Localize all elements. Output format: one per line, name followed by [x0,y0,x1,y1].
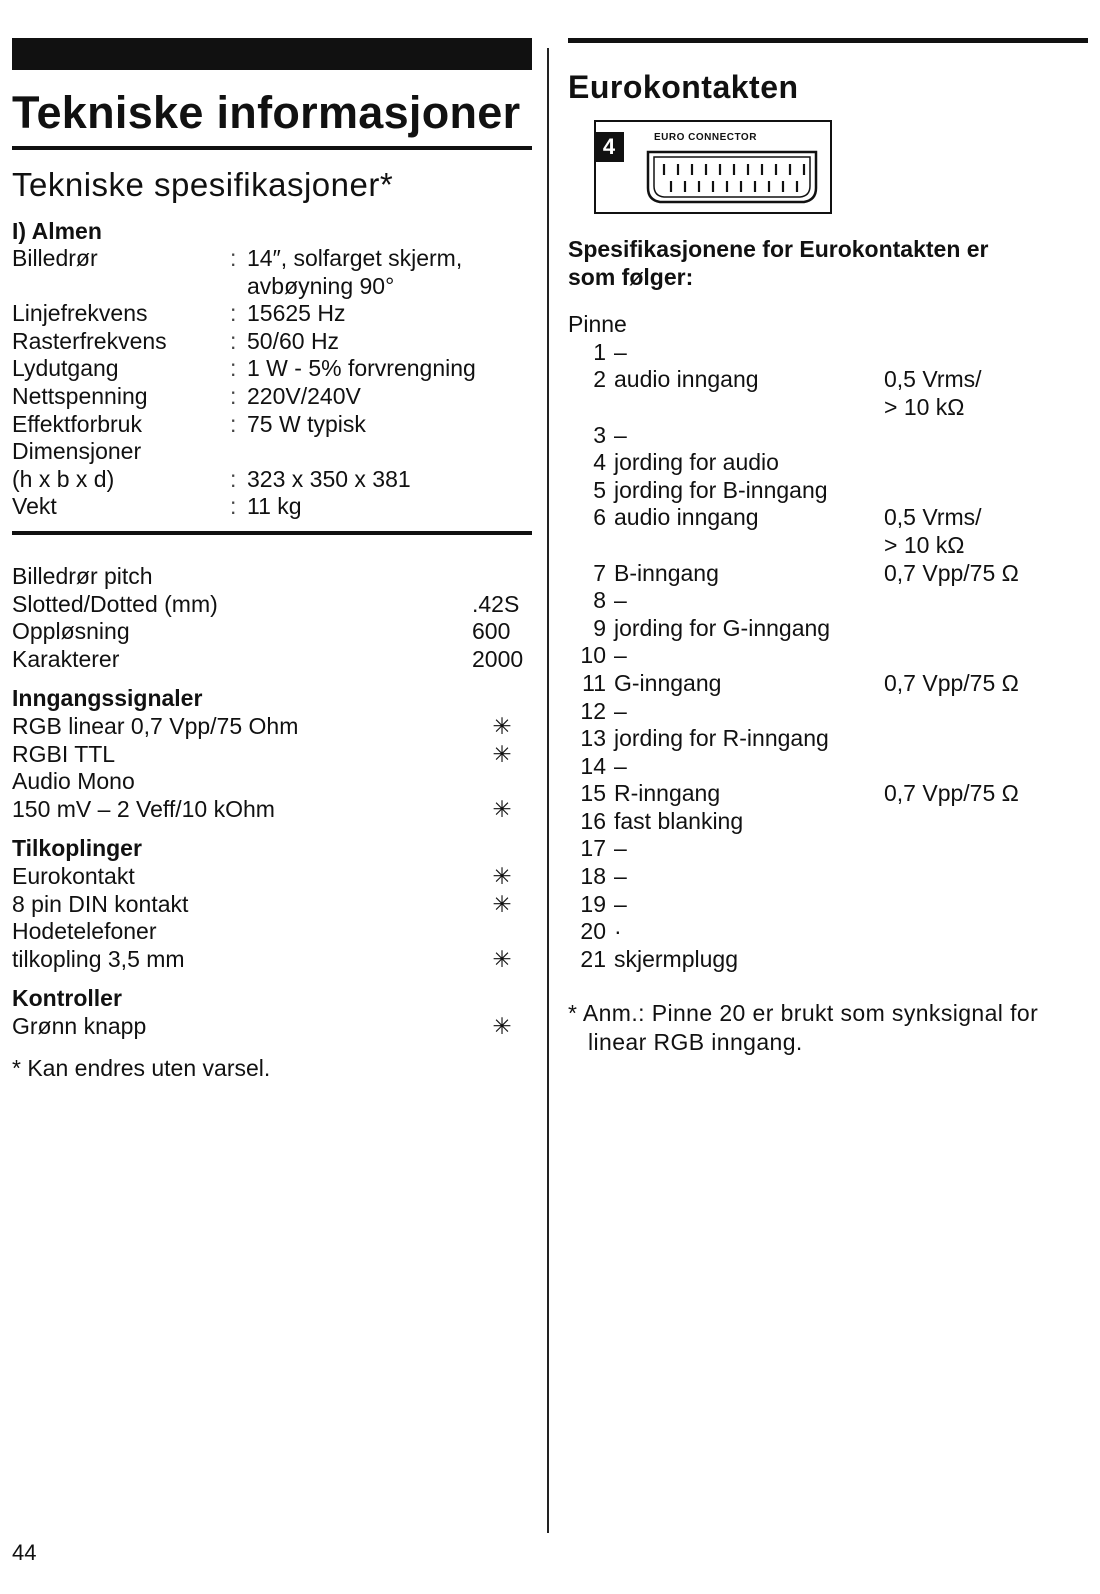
pitch-label: Slotted/Dotted (mm) [12,590,218,617]
pin-description: – [614,338,627,365]
controls-table [12,1013,532,1041]
spec-row [12,328,532,356]
pin-spec [884,891,1064,919]
column-divider [547,48,549,1533]
spec-label [12,273,230,301]
pin-row [568,615,1064,643]
pin-number: 17 [580,835,606,862]
left-column [12,38,532,1082]
pin-number: 18 [580,863,606,890]
connection-row-label: Eurokontakt [12,862,135,889]
input-row [12,713,532,741]
pin-number: 8 [593,587,606,614]
spec-value: 14″, solfarget skjerm, [247,245,463,272]
pin-number: 9 [593,614,606,641]
controls-heading: Kontroller [12,985,122,1012]
input-row-label: RGBI TTL [12,740,116,767]
spec-row [12,355,532,383]
pin-number [568,394,614,422]
pin-description: – [614,587,627,614]
pin-spec: > 10 kΩ [884,531,965,558]
pin-number: 16 [580,807,606,834]
pin-description: jording for B-inngang [614,476,828,503]
pin-spec: > 10 kΩ [884,393,965,420]
inputs-heading: Inngangssignaler [12,685,203,712]
pin-description: – [614,835,627,862]
asterisk-mark: ✳ [492,740,512,767]
pitch-value [472,563,532,591]
pin-row [568,808,1064,836]
asterisk-mark: ✳ [492,1012,512,1039]
spec-row [12,383,532,411]
pin-table [568,339,1064,974]
pin-description: fast blanking [614,807,744,834]
spec-colon: : [230,300,237,327]
pin-number: 20 [580,918,606,945]
pin-row [568,918,1064,946]
spec-label: Linjefrekvens [12,300,148,327]
spec-value: 220V/240V [247,383,361,410]
section-divider [12,531,532,535]
pin-spec [884,449,1064,477]
pin-row [568,532,1064,560]
pin-number: 1 [593,338,606,365]
pin-description: audio inngang [614,504,759,531]
spec-value: 1 W - 5% forvrengning [247,355,476,382]
connector-label: EURO CONNECTOR [654,132,757,143]
pin-row [568,725,1064,753]
pin-spec [884,642,1064,670]
pin-number: 11 [582,669,606,696]
pin-number: 21 [580,945,606,972]
pitch-label: Billedrør pitch [12,563,153,590]
spec-label: Rasterfrekvens [12,327,167,354]
right-header-rule [568,38,1088,43]
euro-spec-heading: Spesifikasjonene for Eurokontakten er som følger: [568,236,989,290]
input-row [12,768,532,796]
pin-number: 4 [593,449,606,476]
pitch-value: 600 [472,618,511,645]
spec-row [12,245,532,273]
pin-row [568,504,1064,532]
spec-row [12,466,532,494]
specs-subtitle: Tekniske spesifikasjoner* [12,165,394,203]
input-row [12,796,532,824]
spec-value: 323 x 350 x 381 [247,465,411,492]
pin-spec [884,615,1064,643]
pin-number: 3 [593,421,606,448]
pin-spec: 0,5 Vrms/ [884,504,982,531]
connection-row [12,946,532,974]
pin-row [568,863,1064,891]
connections-table [12,863,532,973]
input-row-label: RGB linear 0,7 Vpp/75 Ohm [12,713,299,739]
asterisk-mark: ✳ [492,713,512,739]
pin-description: – [614,752,627,779]
pin-row [568,780,1064,808]
spec-label: Lydutgang [12,355,119,382]
spec-label: Dimensjoner [12,438,142,465]
euro-connector-figure [594,120,832,214]
spec-value [247,438,532,466]
pin-description: B-inngang [614,559,719,586]
header-bar [12,38,532,70]
pin-spec [884,753,1064,781]
input-row-label: 150 mV – 2 Veff/10 kOhm [12,795,275,822]
pin-spec: 0,5 Vrms/ [884,366,982,393]
spec-row [12,411,532,439]
pin-note: * Anm.: Pinne 20 er brukt som synksignal for linear RGB inngang. [568,1000,1039,1056]
pin-row [568,560,1064,588]
asterisk-mark: ✳ [492,890,512,917]
pin-spec [884,946,1064,974]
pitch-value: .42S [472,590,520,617]
pitch-row [12,563,532,591]
connection-row-label: Hodetelefoner [12,918,157,945]
pin-number [568,532,614,560]
spec-colon: : [230,410,237,437]
connection-row [12,863,532,891]
page-title: Tekniske informasjoner [12,87,521,138]
pin-row [568,698,1064,726]
pitch-row [12,591,532,619]
spec-colon: : [230,493,237,520]
pin-spec [884,918,1064,946]
spec-label: (h x b x d) [12,465,115,492]
connection-row-label: tilkopling 3,5 mm [12,945,185,972]
asterisk-mark: ✳ [492,795,512,822]
input-row-label: Audio Mono [12,768,135,795]
pin-spec [884,477,1064,505]
spec-row [12,493,532,521]
general-specs-table [12,245,532,521]
pin-row [568,422,1064,450]
input-row [12,741,532,769]
connection-row-label: 8 pin DIN kontakt [12,890,189,917]
pin-spec [884,725,1064,753]
pin-description: – [614,421,627,448]
spec-colon: : [230,383,237,410]
pin-description [614,532,884,560]
spec-colon [230,273,247,301]
pin-spec [884,698,1064,726]
pin-description: – [614,697,627,724]
control-row-label: Grønn knapp [12,1012,147,1039]
spec-row [12,273,532,301]
spec-label: Nettspenning [12,383,148,410]
pin-row [568,946,1064,974]
control-row [12,1013,532,1041]
spec-value: 75 W typisk [247,410,366,437]
pin-row [568,394,1064,422]
connection-row [12,918,532,946]
pin-description: – [614,642,627,669]
pin-heading: Pinne [568,311,627,338]
pin-description: skjermplugg [614,945,738,972]
pin-number: 15 [580,780,606,807]
asterisk-mark [472,918,532,946]
scart-connector-icon [642,148,822,208]
pitch-row [12,618,532,646]
pitch-table [12,563,532,673]
pin-description: audio inngang [614,366,759,393]
pin-description: jording for audio [614,449,779,476]
spec-label: Vekt [12,493,57,520]
pin-spec [884,339,1064,367]
section-general-heading: I) Almen [12,217,102,244]
spec-value: 15625 Hz [247,300,346,327]
figure-number-badge: 4 [594,132,624,162]
pin-description: – [614,863,627,890]
spec-colon [230,438,247,466]
pin-description [614,394,884,422]
euro-connector-title: Eurokontakten [568,69,799,105]
pin-number: 6 [593,504,606,531]
pin-description: jording for G-inngang [614,614,831,641]
pin-row [568,670,1064,698]
pitch-value: 2000 [472,645,524,672]
pin-number: 13 [580,725,606,752]
pin-row [568,835,1064,863]
pin-spec [884,422,1064,450]
pin-description: – [614,890,627,917]
inputs-table [12,713,532,823]
pitch-label: Karakterer [12,645,120,672]
pin-row [568,753,1064,781]
pin-spec [884,587,1064,615]
spec-colon: : [230,245,237,272]
pin-description: R-inngang [614,780,721,807]
pin-row [568,339,1064,367]
spec-colon: : [230,465,237,492]
pin-number: 5 [593,476,606,503]
asterisk-mark: ✳ [492,862,512,889]
pin-row [568,642,1064,670]
pin-description: G-inngang [614,669,722,696]
pitch-label: Oppløsning [12,618,130,645]
pin-number: 7 [593,559,606,586]
pin-row [568,366,1064,394]
spec-row [12,438,532,466]
pin-spec: 0,7 Vpp/75 Ω [884,669,1019,696]
pin-description: jording for R-inngang [614,725,829,752]
pin-row [568,449,1064,477]
pin-number: 12 [580,697,606,724]
connection-row [12,891,532,919]
pin-description: · [614,918,622,945]
pin-number: 14 [580,752,606,779]
spec-colon: : [230,355,237,382]
pin-row [568,477,1064,505]
spec-value: avbøyning 90° [247,272,395,299]
pin-row [568,587,1064,615]
pin-spec: 0,7 Vpp/75 Ω [884,559,1019,586]
pin-number: 10 [580,642,606,669]
page-number: 44 [12,1540,37,1565]
pin-spec [884,863,1064,891]
spec-value: 50/60 Hz [247,327,340,354]
pin-number: 2 [593,366,606,393]
pin-spec: 0,7 Vpp/75 Ω [884,780,1019,807]
asterisk-mark: ✳ [492,945,512,972]
pitch-row [12,646,532,674]
spec-label: Billedrør [12,245,98,272]
pin-spec [884,835,1064,863]
spec-row [12,300,532,328]
spec-colon: : [230,327,237,354]
footnote: * Kan endres uten varsel. [12,1054,271,1081]
spec-label: Effektforbruk [12,410,142,437]
connections-heading: Tilkoplinger [12,835,142,862]
title-underline [12,146,532,150]
pin-row [568,891,1064,919]
spec-value: 11 kg [247,493,302,520]
asterisk-mark [472,768,532,796]
pin-spec [884,808,1064,836]
right-column [568,38,1088,1057]
pin-number: 19 [580,890,606,917]
